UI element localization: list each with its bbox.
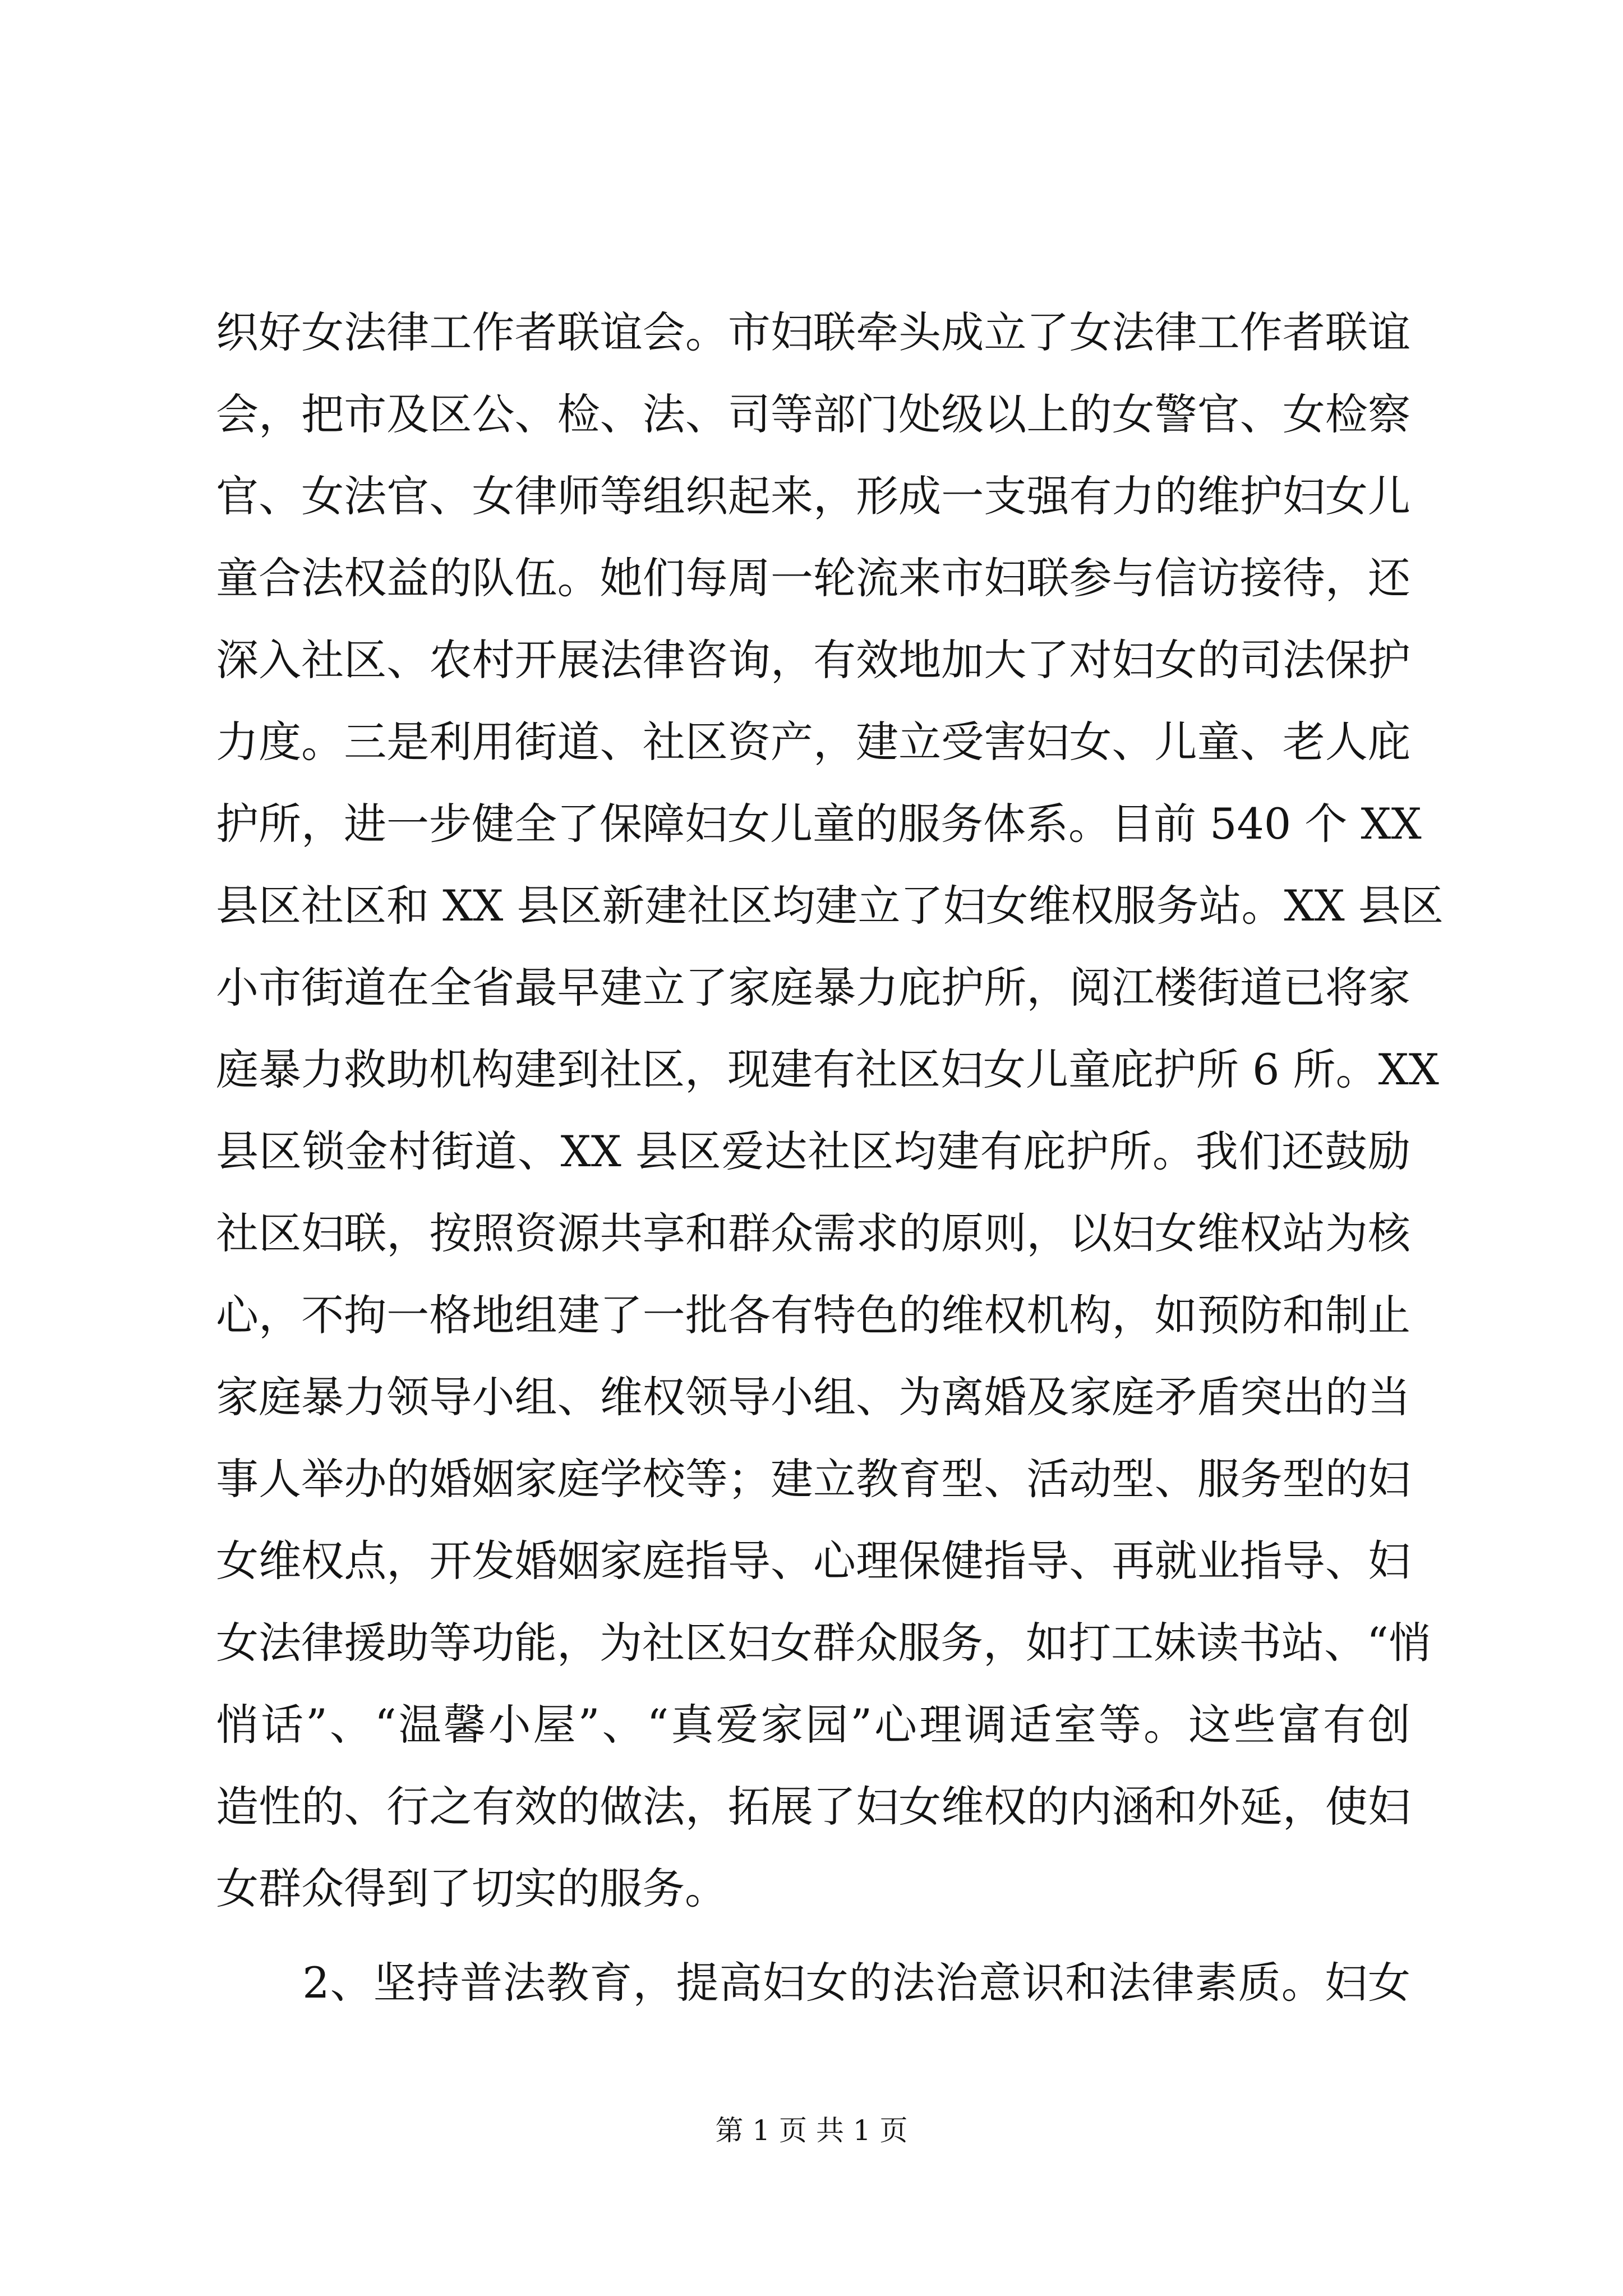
text-line: 深入社区、农村开展法律咨询，有效地加大了对妇女的司法保护 bbox=[216, 635, 1410, 685]
text-line: 心，不拘一格地组建了一批各有特色的维权机构，如预防和制止 bbox=[216, 1290, 1410, 1340]
text-line: 女法律援助等功能，为社区妇女群众服务，如打工妹读书站、“悄 bbox=[216, 1618, 1431, 1668]
text-line: 悄话”、“温馨小屋”、“真爱家园”心理调适室等。这些富有创 bbox=[216, 1700, 1410, 1750]
text-line: 童合法权益的队伍。她们每周一轮流来市妇联参与信访接待，还 bbox=[216, 553, 1410, 603]
text-line: 县区社区和 XX 县区新建社区均建立了妇女维权服务站。XX 县区 bbox=[216, 881, 1444, 931]
text-line: 护所，进一步健全了保障妇女儿童的服务体系。目前 540 个 XX bbox=[216, 799, 1422, 849]
text-line: 县区锁金村街道、XX 县区爱达社区均建有庇护所。我们还鼓励 bbox=[216, 1126, 1410, 1176]
text-line: 社区妇联，按照资源共享和群众需求的原则，以妇女维权站为核 bbox=[216, 1208, 1410, 1258]
paragraph-spacer bbox=[216, 1930, 1410, 1942]
text-line: 造性的、行之有效的做法，拓展了妇女维权的内涵和外延，使妇 bbox=[216, 1782, 1410, 1832]
text-line: 力度。三是利用街道、社区资产，建立受害妇女、儿童、老人庇 bbox=[216, 717, 1410, 767]
text-line: 织好女法律工作者联谊会。市妇联牵头成立了女法律工作者联谊 bbox=[216, 307, 1410, 357]
text-line: 女群众得到了切实的服务。 bbox=[216, 1864, 727, 1913]
text-line: 官、女法官、女律师等组织起来，形成一支强有力的维护妇女儿 bbox=[216, 471, 1410, 521]
text-line: 女维权点，开发婚姻家庭指导、心理保健指导、再就业指导、妇 bbox=[216, 1536, 1410, 1586]
document-body bbox=[216, 292, 1444, 2024]
text-line: 事人举办的婚姻家庭学校等；建立教育型、活动型、服务型的妇 bbox=[216, 1454, 1410, 1504]
text-line: 庭暴力救助机构建到社区，现建有社区妇女儿童庇护所 6 所。XX bbox=[216, 1045, 1439, 1094]
paragraph-2-line: 2、坚持普法教育，提高妇女的法治意识和法律素质。妇女 bbox=[216, 1958, 1410, 2008]
text-line: 小市街道在全省最早建立了家庭暴力庇护所，阅江楼街道已将家 bbox=[216, 963, 1410, 1013]
page-footer: 第 1 页 共 1 页 bbox=[715, 2114, 908, 2147]
text-line: 家庭暴力领导小组、维权领导小组、为离婚及家庭矛盾突出的当 bbox=[216, 1372, 1410, 1422]
text-line: 会，把市及区公、检、法、司等部门处级以上的女警官、女检察 bbox=[216, 389, 1410, 439]
